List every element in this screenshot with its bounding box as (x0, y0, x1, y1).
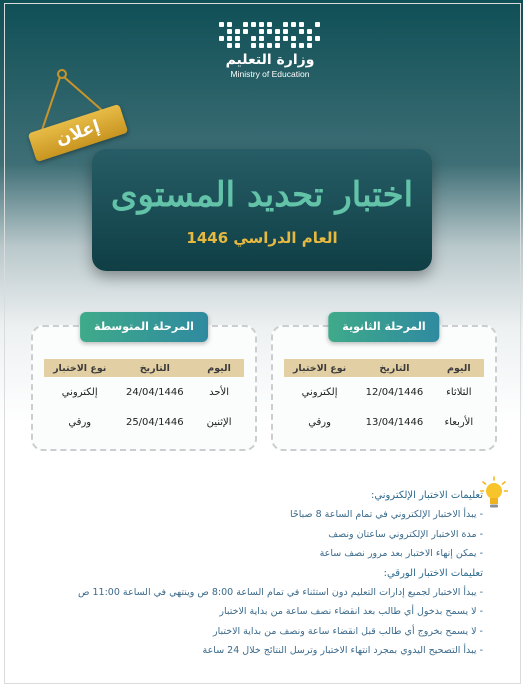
logo-dot (283, 29, 288, 34)
cell-day: الثلاثاء (446, 386, 472, 398)
logo-dot (251, 36, 256, 41)
cell-date: 24/04/1446 (125, 386, 184, 398)
instruction-line: - يمكن إنهاء الاختبار بعد مرور نصف ساعة (319, 548, 483, 559)
cell-date: 25/04/1446 (125, 416, 184, 428)
lightbulb-icon (480, 476, 508, 510)
academic-year: العام الدراسي 1446 (186, 229, 338, 247)
logo-dot (227, 29, 232, 34)
logo-dot (227, 22, 232, 27)
table-row (44, 407, 244, 437)
title-card (92, 149, 432, 271)
logo-dot (235, 43, 240, 48)
logo-dot (307, 29, 312, 34)
logo-dot (291, 43, 296, 48)
secondary-stage-label: المرحلة الثانوية (328, 312, 439, 342)
cell-exam-type: إلكتروني (301, 386, 338, 398)
paper-instructions-heading: تعليمات الاختبار الورقي: (383, 567, 483, 579)
secondary-schedule-table (284, 359, 484, 437)
intermediate-stage-label: المرحلة المتوسطة (80, 312, 208, 342)
logo-dot (275, 29, 280, 34)
logo-dot (283, 22, 288, 27)
logo-dot (299, 43, 304, 48)
instructions-section (43, 486, 483, 661)
instruction-line: - مدة الاختبار الإلكتروني ساعتان ونصف (328, 528, 483, 540)
header-day: اليوم (434, 359, 484, 377)
logo-dot (251, 43, 256, 48)
page-title: اختبار تحديد المستوى (110, 175, 414, 215)
logo-dot (259, 43, 264, 48)
instruction-line: - يبدأ الاختبار لجميع إدارات التعليم دون استثناء في تمام الساعة 8:00 ص وينتهي في الساعة 11:00 ص (78, 586, 483, 598)
logo-dot (283, 36, 288, 41)
ministry-logo (215, 22, 325, 94)
cell-day: الأحد (209, 386, 229, 398)
table-row (284, 377, 484, 407)
logo-dot (267, 22, 272, 27)
logo-dot (219, 22, 224, 27)
cell-exam-type: ورقي (308, 416, 331, 428)
instruction-line: - يبدأ التصحيح اليدوي بمجرد انتهاء الاختبار وترسل النتائج خلال 24 ساعة (202, 645, 483, 656)
logo-dot (299, 29, 304, 34)
cell-day: الإثنين (206, 416, 232, 428)
logo-dot (235, 36, 240, 41)
logo-dot (315, 36, 320, 41)
logo-dot (267, 29, 272, 34)
electronic-instructions-heading: تعليمات الاختبار الإلكتروني: (370, 490, 483, 501)
logo-dot (243, 29, 248, 34)
logo-dot (259, 22, 264, 27)
header-day: اليوم (194, 359, 244, 377)
intermediate-stage-card (31, 320, 257, 451)
logo-dot (315, 22, 320, 27)
table-row (44, 377, 244, 407)
logo-dot (291, 36, 296, 41)
cell-exam-type: ورقي (68, 416, 92, 428)
cell-day: الأربعاء (444, 416, 474, 428)
logo-dot (299, 22, 304, 27)
header-exam-type: نوع الاختبار (284, 359, 355, 377)
header-exam-type: نوع الاختبار (44, 359, 115, 377)
instruction-line: - يبدأ الاختبار الإلكتروني في تمام الساعة 8 صباحًا (289, 509, 483, 520)
secondary-stage-card (271, 320, 497, 451)
logo-english-text: Ministry of Education (230, 69, 310, 79)
logo-dot (243, 22, 248, 27)
logo-dot (307, 43, 312, 48)
header-date: التاريخ (115, 359, 194, 377)
logo-dot (251, 22, 256, 27)
logo-dot (291, 22, 296, 27)
logo-dot (307, 36, 312, 41)
instruction-line: - لا يسمح بدخول أي طالب بعد انقضاء نصف ساعة من بداية الاختبار (219, 606, 483, 617)
header-date: التاريخ (355, 359, 434, 377)
logo-dot (275, 36, 280, 41)
logo-dot (259, 29, 264, 34)
cell-date: 12/04/1446 (365, 386, 424, 398)
instruction-line: - لا يسمح بخروج أي طالب قبل انقضاء ساعة ونصف من بداية الاختبار (212, 625, 483, 637)
logo-dot (267, 43, 272, 48)
cell-exam-type: إلكتروني (61, 386, 98, 398)
logo-dot (235, 29, 240, 34)
logo-dot (259, 36, 264, 41)
cell-date: 13/04/1446 (365, 416, 424, 428)
ministry-logo-dots-icon (219, 22, 321, 48)
table-row (284, 407, 484, 437)
logo-dot (227, 36, 232, 41)
logo-dot (219, 36, 224, 41)
announcement-sign: إعلان (28, 104, 129, 162)
logo-dot (227, 43, 232, 48)
logo-dot (275, 43, 280, 48)
intermediate-schedule-table (44, 359, 244, 437)
logo-arabic-text: وزارة التعليم (225, 52, 315, 68)
